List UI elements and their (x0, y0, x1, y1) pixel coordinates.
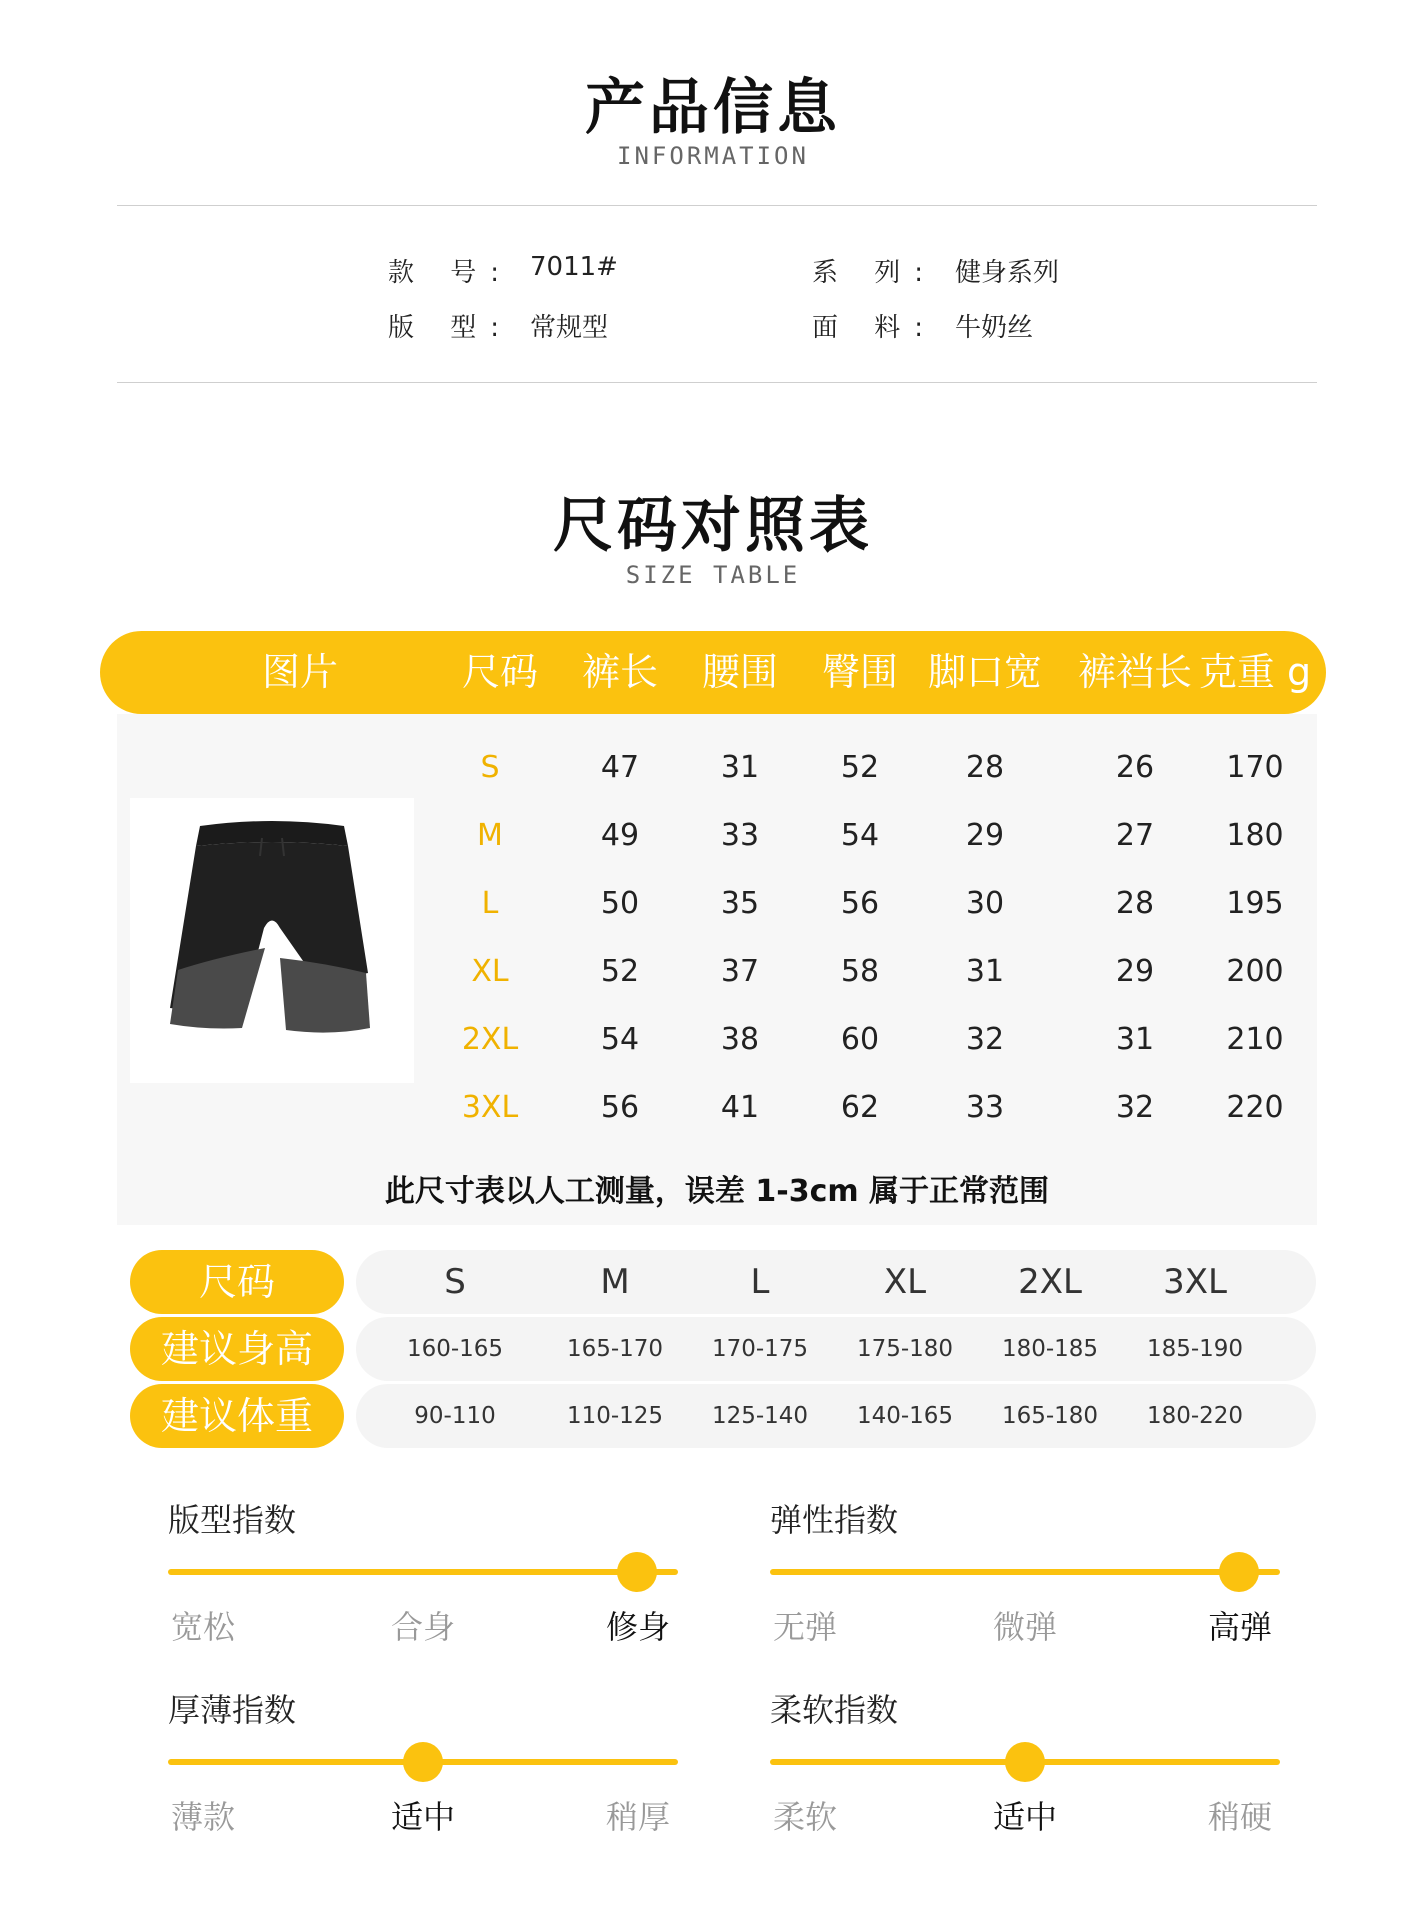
index-option: 薄款 (170, 1798, 235, 1836)
table-cell: 54 (600, 1022, 640, 1057)
table-header-cell: 克重 g (1198, 650, 1312, 694)
size-cell: M (477, 818, 503, 853)
recommend-label: 建议身高 (130, 1317, 344, 1381)
index-knob (1219, 1552, 1259, 1592)
size-cell: XL (471, 954, 509, 989)
table-header-cell: 裤裆长 (1077, 650, 1192, 694)
table-cell: 38 (720, 1022, 760, 1057)
table-cell: 33 (965, 1090, 1005, 1125)
index-option: 无弹 (772, 1608, 837, 1646)
table-cell: 62 (840, 1090, 880, 1125)
index-option: 合身 (390, 1608, 455, 1646)
index-knob (617, 1552, 657, 1592)
table-header-cell: 尺码 (461, 650, 538, 694)
index-knob (403, 1742, 443, 1782)
table-cell: 33 (720, 818, 760, 853)
index-option: 稍厚 (605, 1798, 670, 1836)
index-title: 版型指数 (168, 1501, 297, 1539)
fit-value: 常规型 (530, 313, 609, 343)
recommend-cell: L (750, 1262, 770, 1302)
index-title: 柔软指数 (770, 1691, 899, 1729)
recommend-cell: 180-185 (1001, 1336, 1099, 1362)
table-cell: 32 (1115, 1090, 1155, 1125)
recommend-cell: 160-165 (406, 1336, 504, 1362)
recommend-cell: 185-190 (1146, 1336, 1244, 1362)
index-track (168, 1569, 678, 1575)
index-title: 厚薄指数 (168, 1691, 297, 1729)
table-cell: 49 (600, 818, 640, 853)
table-header-cell: 臀围 (821, 650, 898, 694)
recommend-cell: 140-165 (856, 1403, 954, 1429)
table-cell: 200 (1226, 954, 1284, 989)
product-photo (130, 798, 414, 1083)
recommend-cell: M (600, 1262, 630, 1302)
table-header-cell: 脚口宽 (927, 650, 1042, 694)
recommend-cell: 125-140 (711, 1403, 809, 1429)
size-table-title: 尺码对照表 (553, 491, 873, 561)
table-cell: 35 (720, 886, 760, 921)
table-cell: 37 (720, 954, 760, 989)
table-cell: 56 (840, 886, 880, 921)
table-cell: 32 (965, 1022, 1005, 1057)
index-knob (1005, 1742, 1045, 1782)
recommend-cell: S (444, 1262, 466, 1302)
index-track (770, 1569, 1280, 1575)
table-cell: 180 (1226, 818, 1284, 853)
table-header-cell: 裤长 (581, 650, 658, 694)
fit-label: 版 型: (388, 313, 514, 343)
table-cell: 26 (1115, 750, 1155, 785)
table-cell: 29 (965, 818, 1005, 853)
table-header-cell: 图片 (261, 650, 338, 694)
fabric-value: 牛奶丝 (955, 313, 1034, 343)
index-option: 微弹 (992, 1608, 1057, 1646)
recommend-cell: 90-110 (414, 1403, 496, 1429)
size-table-subtitle: SIZE TABLE (625, 561, 801, 589)
table-cell: 195 (1226, 886, 1284, 921)
recommend-cell: 165-170 (566, 1336, 664, 1362)
recommend-cell: 170-175 (711, 1336, 809, 1362)
table-cell: 27 (1115, 818, 1155, 853)
series-value: 健身系列 (955, 258, 1060, 288)
index-option: 宽松 (170, 1608, 235, 1646)
table-cell: 30 (965, 886, 1005, 921)
table-cell: 28 (1115, 886, 1155, 921)
table-cell: 60 (840, 1022, 880, 1057)
index-option: 高弹 (1207, 1608, 1272, 1646)
measurement-note: 此尺寸表以人工测量，误差 1-3cm 属于正常范围 (384, 1174, 1050, 1209)
table-cell: 31 (720, 750, 760, 785)
recommend-cell: 3XL (1163, 1262, 1227, 1302)
table-header-cell: 腰围 (701, 650, 778, 694)
recommend-label: 建议体重 (130, 1384, 344, 1448)
table-cell: 170 (1226, 750, 1284, 785)
table-cell: 56 (600, 1090, 640, 1125)
recommend-cell: 175-180 (856, 1336, 954, 1362)
index-option: 柔软 (772, 1798, 837, 1836)
page-subtitle: INFORMATION (617, 142, 809, 170)
table-cell: 220 (1226, 1090, 1284, 1125)
table-cell: 50 (600, 886, 640, 921)
size-cell: S (480, 750, 500, 785)
index-title: 弹性指数 (770, 1501, 899, 1539)
table-cell: 47 (600, 750, 640, 785)
shorts-image (130, 798, 414, 1083)
recommend-cell: 2XL (1018, 1262, 1082, 1302)
index-option: 适中 (992, 1798, 1057, 1836)
table-cell: 41 (720, 1090, 760, 1125)
table-cell: 52 (840, 750, 880, 785)
series-label: 系 列: (812, 258, 938, 288)
table-cell: 31 (965, 954, 1005, 989)
page-title: 产品信息 (585, 73, 841, 143)
divider (117, 382, 1317, 383)
recommend-cell: XL (883, 1262, 927, 1302)
style-no-value: 7011# (530, 252, 618, 282)
recommend-cell: 180-220 (1146, 1403, 1244, 1429)
table-cell: 58 (840, 954, 880, 989)
table-cell: 54 (840, 818, 880, 853)
style-no-label: 款 号: (388, 258, 514, 288)
index-option: 修身 (605, 1608, 670, 1646)
recommend-cell: 165-180 (1001, 1403, 1099, 1429)
divider (117, 205, 1317, 206)
index-option: 稍硬 (1207, 1798, 1272, 1836)
size-cell: 2XL (461, 1022, 519, 1057)
table-cell: 28 (965, 750, 1005, 785)
size-cell: 3XL (461, 1090, 519, 1125)
fabric-label: 面 料: (812, 313, 938, 343)
table-cell: 31 (1115, 1022, 1155, 1057)
size-cell: L (481, 886, 499, 921)
table-cell: 52 (600, 954, 640, 989)
recommend-cell: 110-125 (566, 1403, 664, 1429)
table-cell: 210 (1226, 1022, 1284, 1057)
recommend-label: 尺码 (130, 1250, 344, 1314)
table-cell: 29 (1115, 954, 1155, 989)
index-option: 适中 (390, 1798, 455, 1836)
